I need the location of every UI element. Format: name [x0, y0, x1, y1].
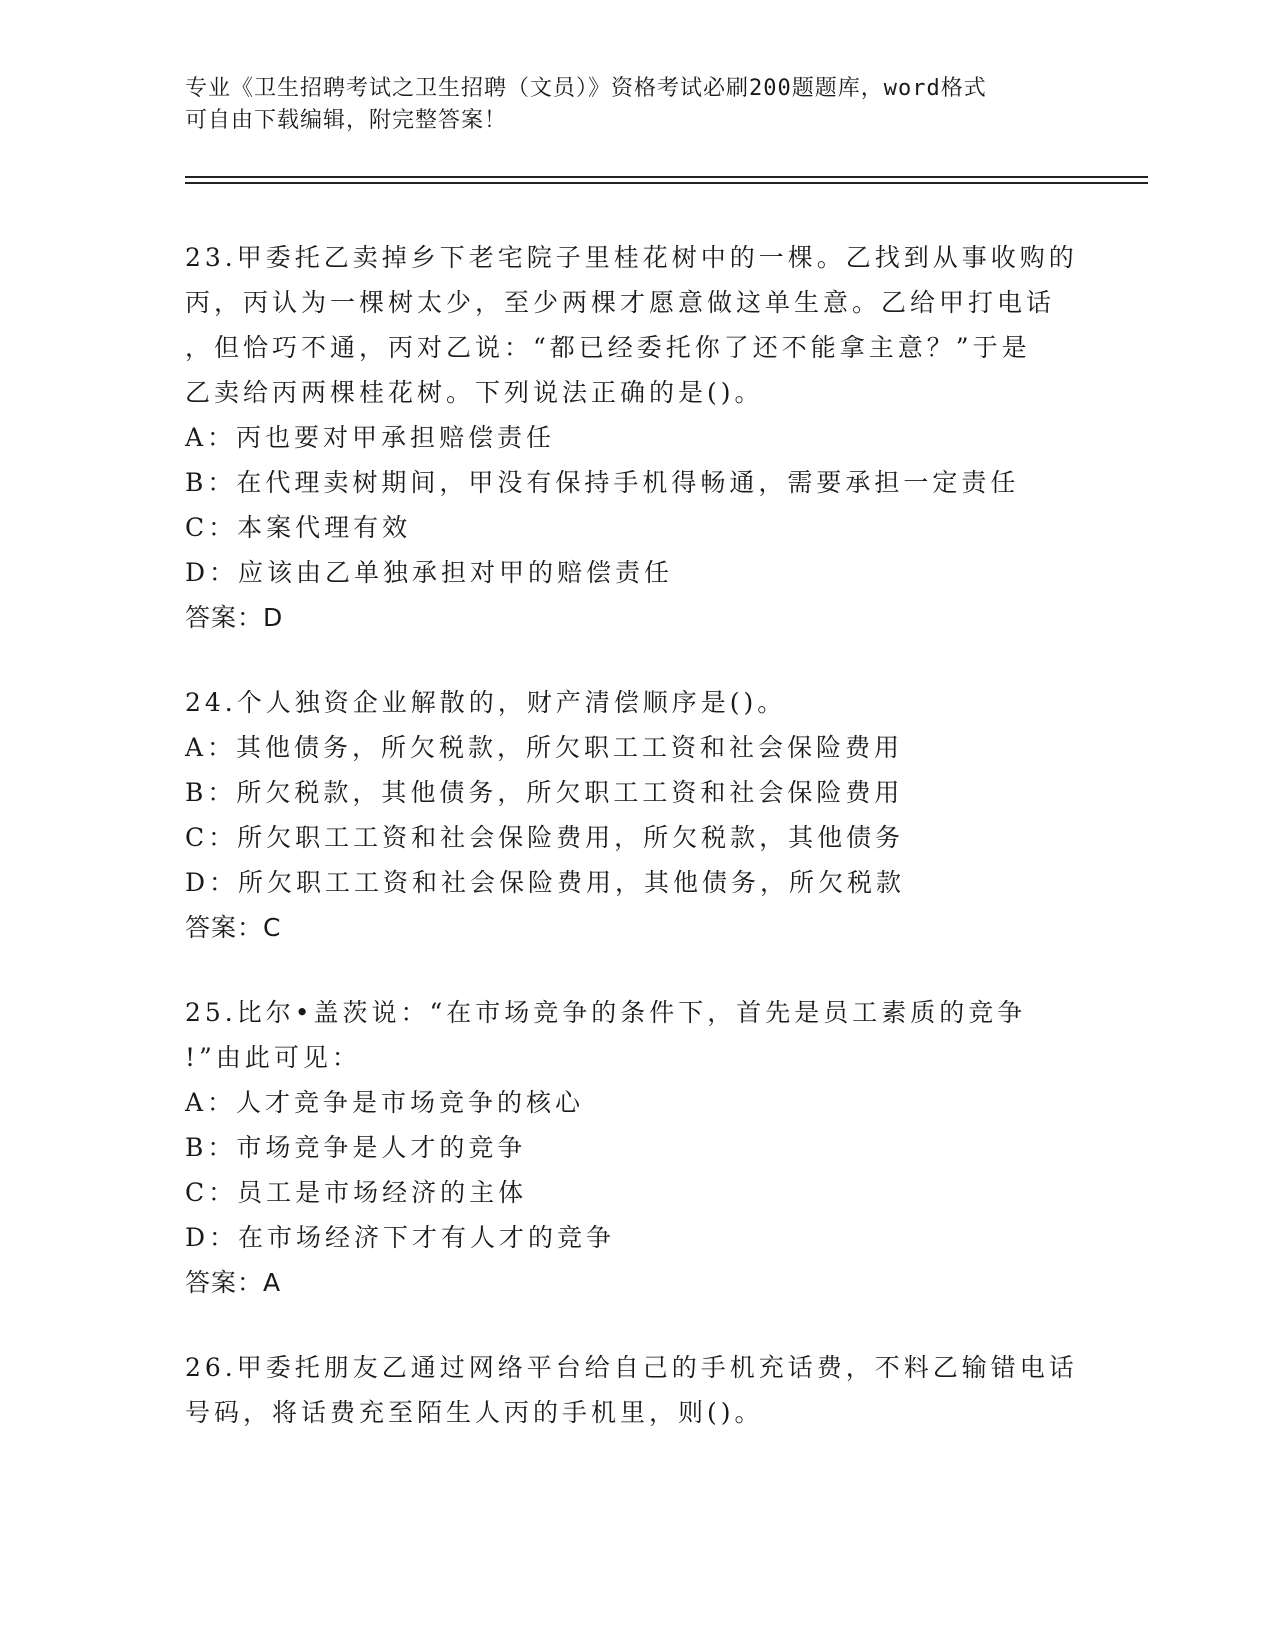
option-c: C：本案代理有效 [185, 513, 412, 542]
question-text-line: ，但恰巧不通，丙对乙说：“都已经委托你了还不能拿主意？”于是 [185, 333, 1031, 362]
option-d: D：所欠职工工资和社会保险费用，其他债务，所欠税款 [185, 868, 906, 897]
question-24 [185, 680, 1085, 950]
question-text-line: 乙卖给丙两棵桂花树。下列说法正确的是()。 [185, 378, 764, 407]
question-text-line: 23.甲委托乙卖掉乡下老宅院子里桂花树中的一棵。乙找到从事收购的 [185, 243, 1078, 272]
option-a: A：人才竞争是市场竞争的核心 [185, 1088, 585, 1117]
document-header [185, 73, 1085, 137]
header-line-2: 可自由下载编辑，附完整答案！ [185, 108, 508, 133]
question-text-line: 号码，将话费充至陌生人丙的手机里，则()。 [185, 1398, 764, 1427]
question-text-line: 26.甲委托朋友乙通过网络平台给自己的手机充话费，不料乙输错电话 [185, 1353, 1078, 1382]
header-divider-top [185, 176, 1148, 178]
answer-line: 答案：C [185, 913, 282, 942]
answer-line: 答案：D [185, 603, 284, 632]
option-b: B：市场竞争是人才的竞争 [185, 1133, 527, 1162]
question-list [185, 235, 1085, 1475]
question-text-line: 丙，丙认为一棵树太少，至少两棵才愿意做这单生意。乙给甲打电话 [185, 288, 1056, 317]
option-b: B：在代理卖树期间，甲没有保持手机得畅通，需要承担一定责任 [185, 468, 1020, 497]
option-b: B：所欠税款，其他债务，所欠职工工资和社会保险费用 [185, 778, 904, 807]
option-a: A：其他债务，所欠税款，所欠职工工资和社会保险费用 [185, 733, 904, 762]
question-23 [185, 235, 1085, 640]
header-line-1: 专业《卫生招聘考试之卫生招聘（文员）》资格考试必刷200题题库，word格式 [185, 76, 987, 101]
option-d: D：在市场经济下才有人才的竞争 [185, 1223, 616, 1252]
header-divider-bottom [185, 182, 1148, 184]
option-d: D：应该由乙单独承担对甲的赔偿责任 [185, 558, 674, 587]
question-text-line: 24.个人独资企业解散的，财产清偿顺序是()。 [185, 688, 787, 717]
option-a: A：丙也要对甲承担赔偿责任 [185, 423, 556, 452]
question-text-line: 25.比尔•盖茨说：“在市场竞争的条件下，首先是员工素质的竞争 [185, 998, 1027, 1027]
question-26 [185, 1345, 1085, 1435]
answer-line: 答案：A [185, 1268, 282, 1297]
question-text-line: !”由此可见： [185, 1043, 361, 1072]
question-25 [185, 990, 1085, 1305]
option-c: C：所欠职工工资和社会保险费用，所欠税款，其他债务 [185, 823, 905, 852]
option-c: C：员工是市场经济的主体 [185, 1178, 528, 1207]
